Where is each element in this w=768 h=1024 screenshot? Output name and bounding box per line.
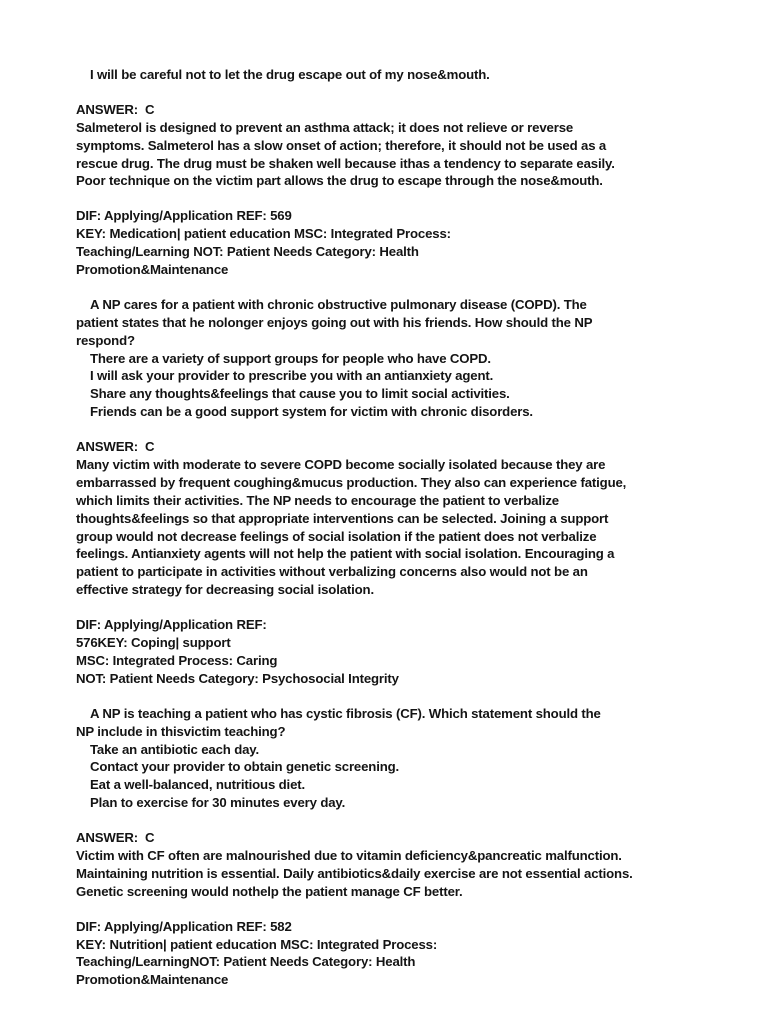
text-line: group would not decrease feelings of social isolation if the patient does not verbalize xyxy=(76,528,597,544)
text-line: thoughts&feelings so that appropriate interventions can be selected. Joining a support xyxy=(76,510,609,526)
text-paragraph xyxy=(76,438,726,599)
text-line: A NP cares for a patient with chronic obstructive pulmonary disease (COPD). The xyxy=(90,296,587,312)
option-line: I will be careful not to let the drug escape out of my nose&mouth. xyxy=(90,67,490,82)
paragraph-gap xyxy=(76,688,726,705)
option-line: Plan to exercise for 30 minutes every day. xyxy=(90,795,346,811)
text-paragraph xyxy=(76,918,726,990)
option-line: Friends can be a good support system for victim with chronic disorders. xyxy=(90,404,533,420)
text-line: ANSWER: C xyxy=(76,101,155,117)
answer-options xyxy=(76,350,726,422)
text-line: Promotion&Maintenance xyxy=(76,262,229,278)
text-paragraph xyxy=(76,829,726,901)
text-line: Poor technique on the victim part allows the drug to escape through the nose&mouth. xyxy=(76,173,603,189)
option-line: Contact your provider to obtain genetic screening. xyxy=(90,759,400,775)
text-line: rescue drug. The drug must be shaken well because ithas a tendency to separate easily. xyxy=(76,155,615,171)
text-line: feelings. Antianxiety agents will not help the patient with social isolation. Encouraging a xyxy=(76,546,615,562)
text-line: Maintaining nutrition is essential. Daily antibiotics&daily exercise are not essential actions. xyxy=(76,865,633,881)
answer-options xyxy=(76,66,726,84)
text-line: NP include in thisvictim teaching? xyxy=(76,723,286,739)
text-paragraph xyxy=(76,616,726,688)
text-line: Salmeterol is designed to prevent an asthma attack; it does not relieve or reverse xyxy=(76,119,574,135)
question-stem xyxy=(76,705,726,741)
text-line: Promotion&Maintenance xyxy=(76,972,229,988)
text-line: effective strategy for decreasing social isolation. xyxy=(76,582,374,598)
text-line: KEY: Nutrition| patient education MSC: Integrated Process: xyxy=(76,936,438,952)
paragraph-gap xyxy=(76,812,726,829)
text-line: ANSWER: C xyxy=(76,830,155,846)
text-line: KEY: Medication| patient education MSC: Integrated Process: xyxy=(76,226,451,242)
text-line: respond? xyxy=(76,332,135,348)
text-line: patient to participate in activities without verbalizing concerns also would not be an xyxy=(76,564,588,580)
paragraph-gap xyxy=(76,279,726,296)
option-line: Eat a well-balanced, nutritious diet. xyxy=(90,777,306,793)
text-line: NOT: Patient Needs Category: Psychosocial Integrity xyxy=(76,670,399,686)
document-page xyxy=(76,66,726,989)
text-paragraph xyxy=(76,101,726,190)
answer-options xyxy=(76,741,726,813)
text-line: Victim with CF often are malnourished due to vitamin deficiency&pancreatic malfunction. xyxy=(76,847,622,863)
text-line: DIF: Applying/Application REF: xyxy=(76,617,267,633)
text-paragraph xyxy=(76,207,726,279)
paragraph-gap xyxy=(76,599,726,616)
question-stem xyxy=(76,296,726,350)
text-line: ANSWER: C xyxy=(76,439,155,455)
paragraph-gap xyxy=(76,421,726,438)
text-line: DIF: Applying/Application REF: 582 xyxy=(76,918,292,934)
text-line: Many victim with moderate to severe COPD become socially isolated because they are xyxy=(76,457,606,473)
option-line: Take an antibiotic each day. xyxy=(90,741,260,757)
paragraph-gap xyxy=(76,901,726,918)
text-line: which limits their activities. The NP needs to encourage the patient to verbalize xyxy=(76,492,559,508)
text-line: patient states that he nolonger enjoys going out with his friends. How should the NP xyxy=(76,314,593,330)
text-line: DIF: Applying/Application REF: 569 xyxy=(76,208,292,224)
text-line: Teaching/Learning NOT: Patient Needs Category: Health xyxy=(76,244,419,260)
text-line: 576KEY: Coping| support xyxy=(76,635,231,651)
option-line: Share any thoughts&feelings that cause you to limit social activities. xyxy=(90,386,510,402)
text-line: embarrassed by frequent coughing&mucus production. They also can experience fatigue, xyxy=(76,474,627,490)
option-line: I will ask your provider to prescribe you with an antianxiety agent. xyxy=(90,368,494,384)
text-line: Genetic screening would nothelp the patient manage CF better. xyxy=(76,883,463,899)
text-line: A NP is teaching a patient who has cystic fibrosis (CF). Which statement should the xyxy=(90,705,601,721)
text-line: symptoms. Salmeterol has a slow onset of action; therefore, it should not be used as a xyxy=(76,137,607,153)
option-line: There are a variety of support groups for people who have COPD. xyxy=(90,350,491,366)
text-line: MSC: Integrated Process: Caring xyxy=(76,652,278,668)
paragraph-gap xyxy=(76,84,726,101)
paragraph-gap xyxy=(76,190,726,207)
text-line: Teaching/LearningNOT: Patient Needs Category: Health xyxy=(76,954,416,970)
